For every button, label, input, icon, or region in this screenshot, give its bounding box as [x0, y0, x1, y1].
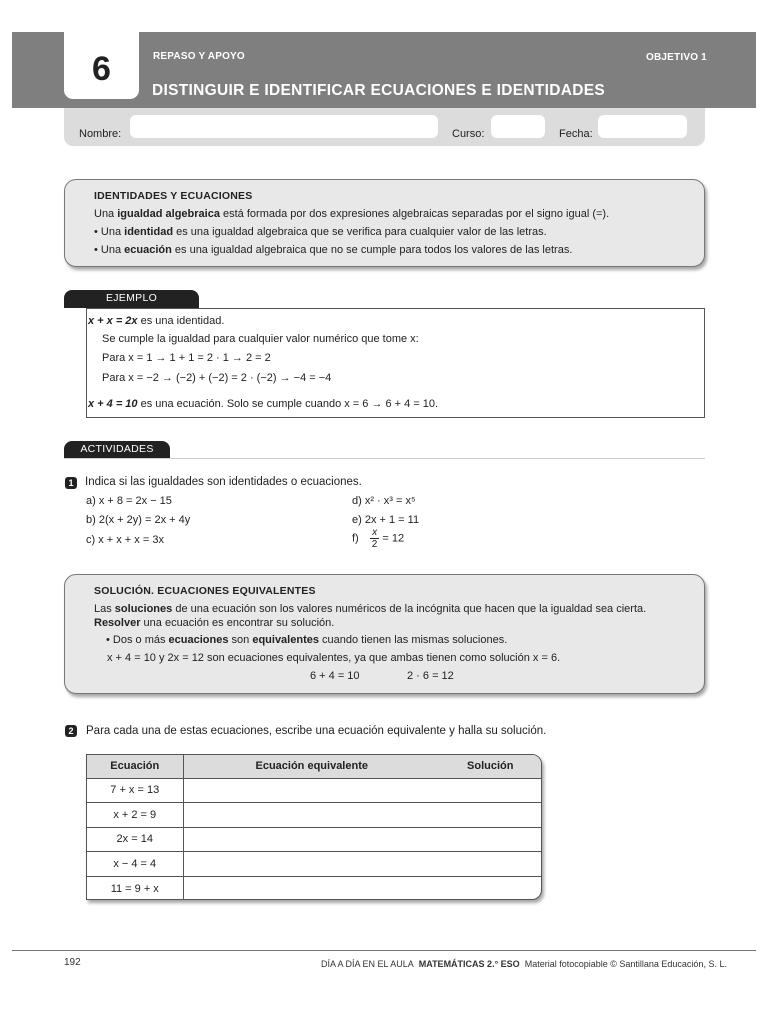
column-header: Ecuación equivalente Solución — [183, 755, 542, 778]
page-number: 192 — [64, 957, 81, 968]
theory-line: x + 4 = 10 y 2x = 12 son ecuaciones equivalentes, ya que ambas tienen como solución x = 6. — [107, 652, 561, 664]
section-label: REPASO Y APOYO — [153, 51, 245, 62]
theory-line: 6 + 4 = 10 — [310, 670, 360, 682]
objective-label: OBJETIVO 1 — [646, 52, 707, 63]
page-title: DISTINGUIR E IDENTIFICAR ECUACIONES E IDENTIDADES — [152, 82, 606, 99]
example-line: x + x = 2x es una identidad. — [88, 315, 225, 327]
exercise-item: d) x² · x³ = x⁵ — [352, 495, 416, 507]
divider — [64, 458, 705, 459]
question-number: 2 — [65, 725, 77, 737]
example-tab: EJEMPLO — [64, 290, 199, 308]
theory-line: 2 · 6 = 12 — [407, 670, 454, 682]
answer-table — [86, 754, 542, 900]
fraction-denominator: 2 — [371, 539, 378, 550]
equation-cell: 2x = 14 — [87, 827, 183, 852]
equation-cell: x + 2 = 9 — [87, 803, 183, 828]
course-label: Curso: — [452, 128, 485, 140]
theory-bullet: • Una ecuación es una igualdad algebraica que no se cumple para todos los valores de las letras. — [94, 244, 573, 256]
question-number: 1 — [65, 477, 77, 489]
theory-line: Una igualdad algebraica está formada por dos expresiones algebraicas separadas por el signo igual (=). — [94, 208, 610, 220]
question-text: Para cada una de estas ecuaciones, escribe una ecuación equivalente y halla su solución. — [86, 725, 547, 737]
table-header-row — [87, 755, 542, 778]
answer-cell[interactable] — [183, 876, 542, 900]
question-text: Indica si las igualdades son identidades o ecuaciones. — [85, 476, 362, 488]
theory-title: IDENTIDADES Y ECUACIONES — [94, 190, 253, 202]
table-row — [87, 827, 542, 852]
answer-cell[interactable] — [183, 778, 542, 803]
exercise-item: b) 2(x + 2y) = 2x + 4y — [86, 514, 191, 526]
date-label: Fecha: — [559, 128, 593, 140]
equation-cell: 7 + x = 13 — [87, 778, 183, 803]
table-row — [87, 803, 542, 828]
footer-divider — [12, 950, 756, 951]
table-row — [87, 778, 542, 803]
theory-line: Las soluciones de una ecuación son los valores numéricos de la incógnita que hacen que la igualdad sea cierta. — [94, 603, 647, 615]
theory-line: Resolver una ecuación es encontrar su solución. — [94, 617, 335, 629]
table-row — [87, 852, 542, 877]
equation-cell: 11 = 9 + x — [87, 876, 183, 900]
course-field[interactable] — [491, 115, 545, 138]
exercise-item: c) x + x + x = 3x — [86, 534, 164, 546]
example-line: x + 4 = 10 es una ecuación. Solo se cumple cuando x = 6 → 6 + 4 = 10. — [88, 398, 439, 410]
footer-text: DÍA A DÍA EN EL AULA MATEMÁTICAS 2.° ESO Material fotocopiable © Santillana Educación, S. L. — [321, 959, 727, 969]
unit-number: 6 — [64, 32, 139, 99]
equation-cell: x − 4 = 4 — [87, 852, 183, 877]
activities-tab: ACTIVIDADES — [64, 441, 170, 459]
table-row — [87, 876, 542, 900]
answer-cell[interactable] — [183, 852, 542, 877]
example-line: Para x = 1 → 1 + 1 = 2 · 1 → 2 = 2 — [102, 352, 271, 364]
example-line: Se cumple la igualdad para cualquier valor numérico que tome x: — [102, 333, 419, 345]
exercise-item: f) $\frac{x}{2}$ = 12 — [352, 527, 405, 550]
example-line: Para x = −2 → (−2) + (−2) = 2 · (−2) → −4 = −4 — [102, 372, 332, 384]
theory-title: SOLUCIÓN. ECUACIONES EQUIVALENTES — [94, 585, 316, 597]
exercise-item: a) x + 8 = 2x − 15 — [86, 495, 172, 507]
answer-cell[interactable] — [183, 803, 542, 828]
exercise-item: e) 2x + 1 = 11 — [352, 514, 420, 526]
answer-cell[interactable] — [183, 827, 542, 852]
theory-bullet: • Dos o más ecuaciones son equivalentes cuando tienen las mismas soluciones. — [106, 634, 508, 646]
fraction-numerator: x — [370, 527, 380, 539]
name-label: Nombre: — [79, 128, 122, 140]
name-field[interactable] — [130, 115, 438, 138]
theory-bullet: • Una identidad es una igualdad algebraica que se verifica para cualquier valor de las letras. — [94, 226, 547, 238]
date-field[interactable] — [598, 115, 687, 138]
column-header: Ecuación — [87, 755, 183, 778]
